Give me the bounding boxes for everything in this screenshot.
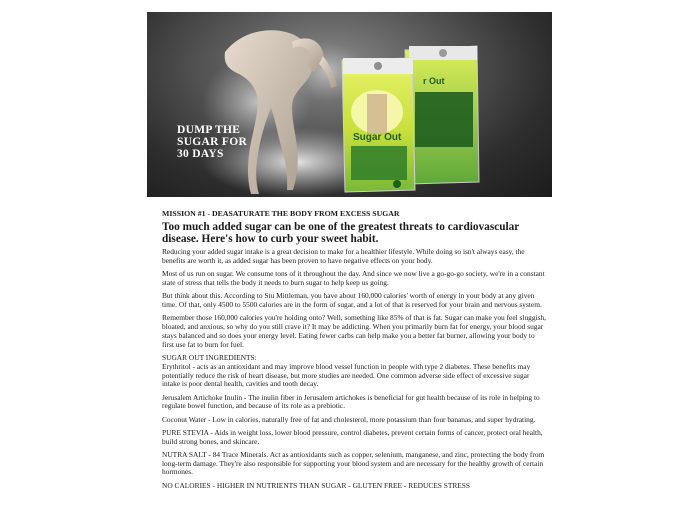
ingredient-coconut-water: Coconut Water - Low in calories, naturally free of fat and cholesterol, more potassium than four bananas, and super hydrating. <box>162 414 536 424</box>
article-headline: Too much added sugar can be one of the greatest threats to cardiovascular disease. Here's how to curb your sweet habit. <box>162 220 520 246</box>
hero-banner <box>147 12 552 197</box>
ingredient-nutra-salt: NUTRA SALT - 84 Trace Minerals. Act as antioxidants such as copper, selenium, manganese, and zinc, protecting the body from long-term damage. They're also responsible for supporting your blood system and are necessary for the healthy growth of certain hormones. <box>162 449 545 477</box>
bag-back-brand: r Out <box>423 76 445 86</box>
article-body <box>162 210 547 495</box>
paragraph-fat-burning: Remember those 160,000 calories you're holding onto? Well, something like 85% of that is fat. Sugar can make you feel sluggish, bloated, and anxious, so why do you still crave it? It may be addicting. When you primarily burn fat for energy, your blood sugar stays balanced and so does your energy level. Eating fewer carbs can help make you a better fat burner, allowing your body to first use fat to burn for fuel. <box>162 312 547 349</box>
hero-title-line: SUGAR FOR <box>177 136 248 148</box>
hero-title <box>177 124 267 160</box>
paragraph-intro: Reducing your added sugar intake is a great decision to make for a healthier lifestyle. While doing so isn't always easy, the benefits are worth it, as added sugar has been proven to have negative effects on your body. <box>162 246 525 265</box>
footer-benefits: NO CALORIES - HIGHER IN NUTRIENTS THAN SUGAR - GLUTEN FREE - REDUCES STRESS <box>162 480 471 490</box>
hero-title-line: 30 DAYS <box>177 148 224 160</box>
mission-heading: MISSION #1 - DEASATURATE THE BODY FROM EXCESS SUGAR <box>162 209 400 218</box>
hero-illustration <box>147 12 552 197</box>
product-bag-front <box>342 58 415 192</box>
hero-title-line: DUMP THE <box>177 124 241 136</box>
ingredient-artichoke: Jerusalem Artichoke Inulin - The inulin fiber in Jerusalem artichokes is beneficial for gut health because of its role in helping to regulate bowel function, and because of its role as a prebiotic. <box>162 392 540 411</box>
ingredient-erythritol: Erythritol - acts as an antioxidant and may improve blood vessel function in people with type 2 diabetes. These benefits may potentially reduce the risk of heart disease, but more studies are needed. One common adverse side effect of excessive sugar intake is poor dental health, cavities and tooth decay. <box>162 361 531 389</box>
bag-front-brand: Sugar Out <box>353 132 402 143</box>
ingredient-stevia: PURE STEVIA - Aids in weight loss, lower blood pressure, control diabetes, prevent certain forms of cancer, protect oral health, build strong bones, and skincare. <box>162 427 543 446</box>
paragraph-sugar-habit: Most of us run on sugar. We consume tons of it throughout the day. And since we now live a go-go-go society, we're in a constant state of stress that tells the body it needs to burn sugar to help keep us going. <box>162 268 545 287</box>
product-bag-back <box>405 46 479 184</box>
paragraph-energy: But think about this. According to Stu Mittleman, you have about 160,000 calories' worth of energy in your body at any given time. Of that, only 4500 to 5500 calories are in the form of sugar, and a lot of that is reserved for your brain and nervous system. <box>162 290 542 309</box>
ingredients-heading: SUGAR OUT INGREDIENTS: <box>162 352 257 362</box>
